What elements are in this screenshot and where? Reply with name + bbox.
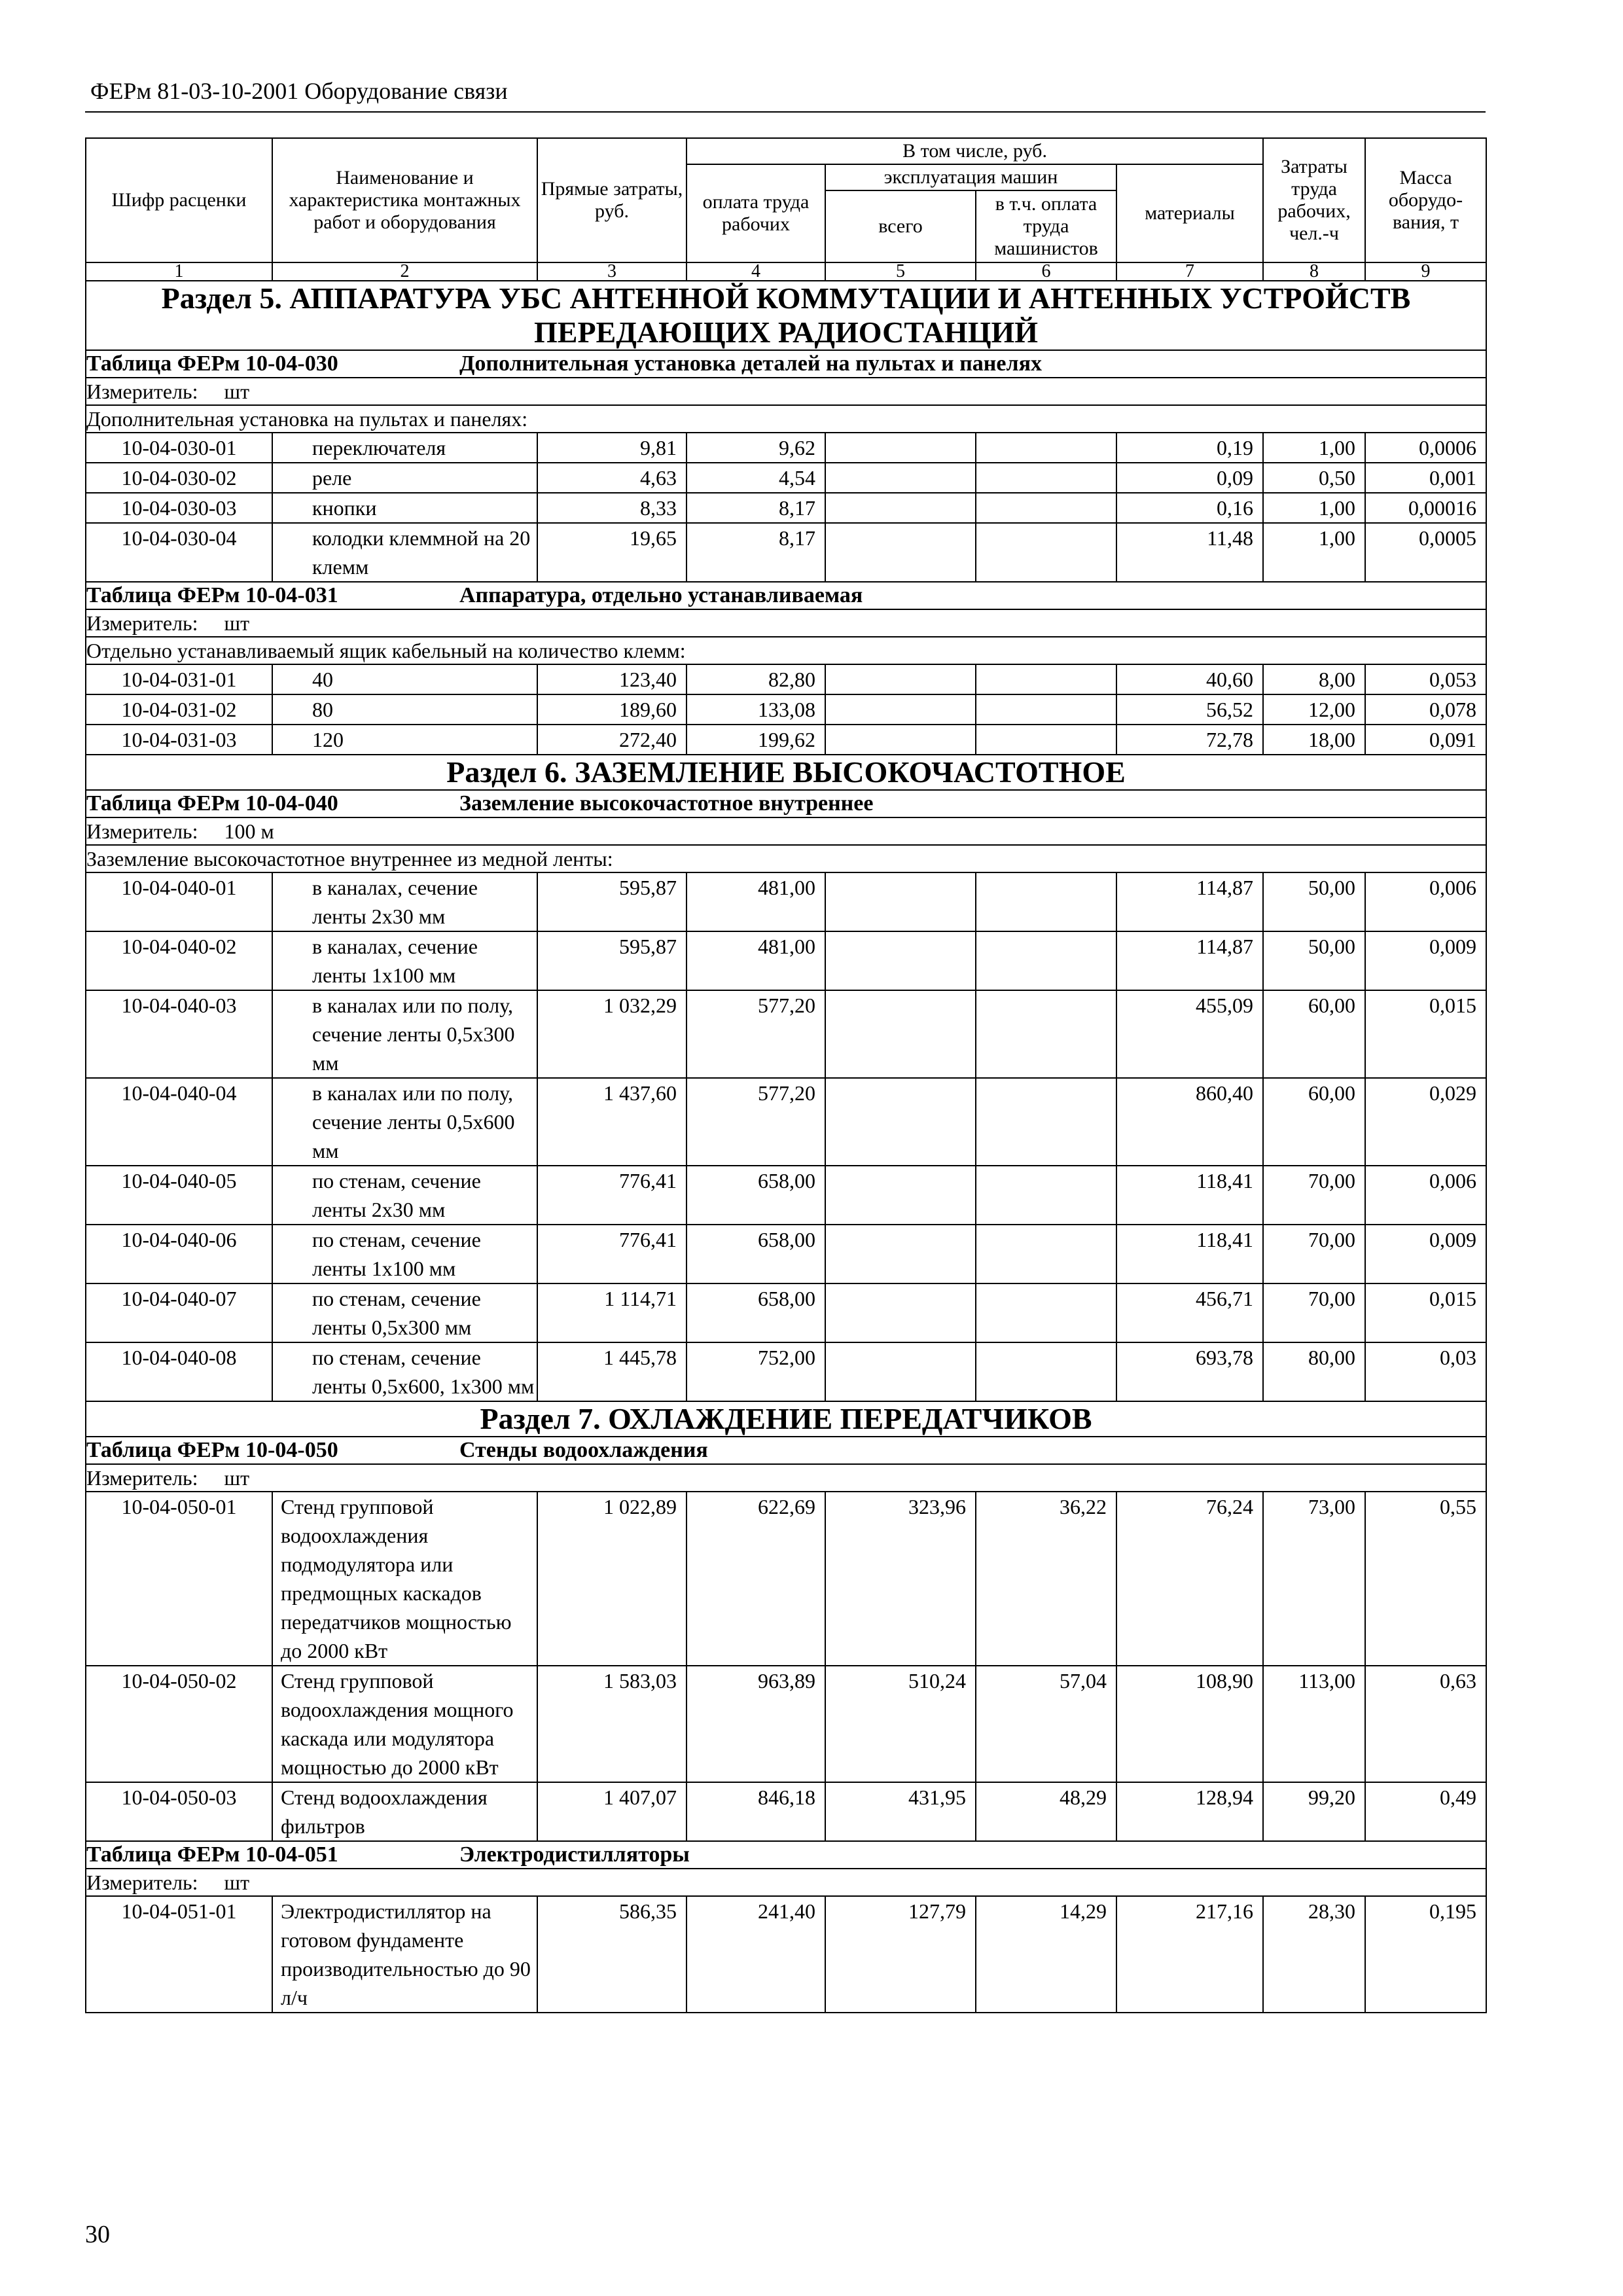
col-number: 6: [976, 262, 1116, 281]
direct-cost: 595,87: [537, 931, 687, 990]
worker-wages: 241,40: [687, 1896, 825, 2013]
table-row: [86, 931, 1486, 990]
col-number: 9: [1365, 262, 1486, 281]
machines-total: [825, 1283, 976, 1342]
worker-wages: 658,00: [687, 1166, 825, 1225]
equipment-mass: 0,49: [1365, 1782, 1486, 1841]
materials-cost: 0,19: [1116, 433, 1263, 463]
direct-cost: 9,81: [537, 433, 687, 463]
machinist-wages: [976, 664, 1116, 694]
equipment-mass: 0,006: [1365, 1166, 1486, 1225]
machinist-wages: [976, 1166, 1116, 1225]
header-rule: [85, 111, 1486, 113]
worker-wages: 133,08: [687, 694, 825, 725]
rate-code: 10-04-040-04: [86, 1078, 272, 1166]
table-heading: [86, 1841, 1486, 1869]
rate-code: 10-04-050-03: [86, 1782, 272, 1841]
labor-hours: 1,00: [1263, 433, 1365, 463]
equipment-mass: 0,015: [1365, 990, 1486, 1078]
machinist-wages: [976, 1342, 1116, 1401]
worker-wages: 577,20: [687, 1078, 825, 1166]
labor-hours: 0,50: [1263, 463, 1365, 493]
table-row: [86, 1283, 1486, 1342]
col-number: 4: [687, 262, 825, 281]
direct-cost: 1 114,71: [537, 1283, 687, 1342]
work-name: кнопки: [272, 493, 537, 523]
machinist-wages: 14,29: [976, 1896, 1116, 2013]
direct-cost: 1 032,29: [537, 990, 687, 1078]
machinist-wages: 57,04: [976, 1666, 1116, 1782]
labor-hours: 60,00: [1263, 1078, 1365, 1166]
materials-cost: 76,24: [1116, 1492, 1263, 1666]
measure: [86, 817, 1486, 845]
materials-cost: 0,16: [1116, 493, 1263, 523]
worker-wages: 963,89: [687, 1666, 825, 1782]
rate-code: 10-04-040-07: [86, 1283, 272, 1342]
worker-wages: 4,54: [687, 463, 825, 493]
section-title: Раздел 5. АППАРАТУРА УБС АНТЕННОЙ КОММУТАЦИИ И АНТЕННЫХ УСТРОЙСТВ ПЕРЕДАЮЩИХ РАДИОСТАНЦИЙ: [86, 281, 1486, 350]
work-name: в каналах, сечение ленты 1х100 мм: [272, 931, 537, 990]
equipment-mass: 0,55: [1365, 1492, 1486, 1666]
table-row: [86, 694, 1486, 725]
machinist-wages: [976, 694, 1116, 725]
machines-total: [825, 694, 976, 725]
materials-cost: 114,87: [1116, 931, 1263, 990]
table-code: Таблица ФЕРм 10-04-040: [86, 791, 338, 816]
labor-hours: 18,00: [1263, 725, 1365, 755]
labor-hours: 113,00: [1263, 1666, 1365, 1782]
page-number: 30: [85, 2221, 110, 2248]
machinist-wages: [976, 523, 1116, 582]
measure-row: [86, 1869, 1486, 1896]
col-machines-header: эксплуатация машин: [825, 164, 1116, 190]
col-machines-total-header: всего: [825, 190, 976, 262]
rate-code: 10-04-040-05: [86, 1166, 272, 1225]
table-heading-row: [86, 350, 1486, 378]
measure-label: Измеритель:: [86, 1871, 198, 1894]
machines-total: [825, 493, 976, 523]
measure-unit: шт: [224, 1871, 250, 1894]
intro-row: [86, 845, 1486, 872]
table-row: [86, 1225, 1486, 1283]
table-title: Стенды водоохлаждения: [459, 1438, 708, 1462]
table-row: [86, 664, 1486, 694]
direct-cost: 776,41: [537, 1166, 687, 1225]
table-row: [86, 1896, 1486, 2013]
work-name: по стенам, сечение ленты 0,5х600, 1х300 мм: [272, 1342, 537, 1401]
work-name: Стенд групповой водоохлаждения мощного каскада или модулятора мощностью до 2000 кВт: [272, 1666, 537, 1782]
worker-wages: 481,00: [687, 872, 825, 931]
table-row: [86, 433, 1486, 463]
direct-cost: 776,41: [537, 1225, 687, 1283]
col-number: 8: [1263, 262, 1365, 281]
machinist-wages: [976, 872, 1116, 931]
labor-hours: 70,00: [1263, 1283, 1365, 1342]
direct-cost: 586,35: [537, 1896, 687, 2013]
machinist-wages: 48,29: [976, 1782, 1116, 1841]
work-name: Стенд водоохлаждения фильтров: [272, 1782, 537, 1841]
measure: [86, 1464, 1486, 1492]
rate-code: 10-04-030-04: [86, 523, 272, 582]
machinist-wages: 36,22: [976, 1492, 1116, 1666]
machines-total: 510,24: [825, 1666, 976, 1782]
equipment-mass: 0,053: [1365, 664, 1486, 694]
rate-code: 10-04-050-01: [86, 1492, 272, 1666]
machines-total: 127,79: [825, 1896, 976, 2013]
materials-cost: 56,52: [1116, 694, 1263, 725]
col-materials-header: материалы: [1116, 164, 1263, 262]
col-number: 1: [86, 262, 272, 281]
labor-hours: 1,00: [1263, 523, 1365, 582]
intro-text: Дополнительная установка на пультах и панелях:: [86, 405, 1486, 433]
section-heading-row: [86, 755, 1486, 790]
measure-unit: шт: [224, 1466, 250, 1490]
machines-total: [825, 523, 976, 582]
measure: [86, 378, 1486, 405]
measure-label: Измеритель:: [86, 380, 198, 403]
machines-total: [825, 463, 976, 493]
equipment-mass: 0,029: [1365, 1078, 1486, 1166]
table-heading-row: [86, 790, 1486, 817]
equipment-mass: 0,195: [1365, 1896, 1486, 2013]
machines-total: [825, 725, 976, 755]
materials-cost: 118,41: [1116, 1225, 1263, 1283]
measure-unit: шт: [224, 611, 250, 635]
measure-label: Измеритель:: [86, 611, 198, 635]
labor-hours: 70,00: [1263, 1166, 1365, 1225]
direct-cost: 272,40: [537, 725, 687, 755]
materials-cost: 860,40: [1116, 1078, 1263, 1166]
direct-cost: 1 437,60: [537, 1078, 687, 1166]
section-title: Раздел 7. ОХЛАЖДЕНИЕ ПЕРЕДАТЧИКОВ: [86, 1401, 1486, 1437]
table-code: Таблица ФЕРм 10-04-050: [86, 1438, 338, 1462]
table-row: [86, 463, 1486, 493]
materials-cost: 693,78: [1116, 1342, 1263, 1401]
rate-code: 10-04-040-06: [86, 1225, 272, 1283]
table-row: [86, 725, 1486, 755]
table-row: [86, 1342, 1486, 1401]
labor-hours: 70,00: [1263, 1225, 1365, 1283]
materials-cost: 128,94: [1116, 1782, 1263, 1841]
machinist-wages: [976, 725, 1116, 755]
rate-code: 10-04-050-02: [86, 1666, 272, 1782]
table-body: [86, 281, 1486, 2013]
machines-total: [825, 1166, 976, 1225]
machines-total: [825, 664, 976, 694]
measure-unit: шт: [224, 380, 250, 403]
machinist-wages: [976, 433, 1116, 463]
work-name: 40: [272, 664, 537, 694]
table-heading: [86, 790, 1486, 817]
intro-row: [86, 405, 1486, 433]
worker-wages: 9,62: [687, 433, 825, 463]
direct-cost: 1 407,07: [537, 1782, 687, 1841]
table-heading-row: [86, 582, 1486, 609]
table-heading: [86, 1437, 1486, 1464]
equipment-mass: 0,001: [1365, 463, 1486, 493]
table-heading-row: [86, 1437, 1486, 1464]
measure: [86, 1869, 1486, 1896]
work-name: 80: [272, 694, 537, 725]
materials-cost: 114,87: [1116, 872, 1263, 931]
labor-hours: 80,00: [1263, 1342, 1365, 1401]
col-number: 3: [537, 262, 687, 281]
col-number: 7: [1116, 262, 1263, 281]
equipment-mass: 0,00016: [1365, 493, 1486, 523]
col-number: 2: [272, 262, 537, 281]
work-name: в каналах или по полу, сечение ленты 0,5х600 мм: [272, 1078, 537, 1166]
table-row: [86, 1782, 1486, 1841]
intro-text: Отдельно устанавливаемый ящик кабельный на количество клемм:: [86, 637, 1486, 664]
worker-wages: 199,62: [687, 725, 825, 755]
price-table: [85, 137, 1487, 2013]
direct-cost: 1 445,78: [537, 1342, 687, 1401]
machines-total: [825, 872, 976, 931]
measure: [86, 609, 1486, 637]
materials-cost: 40,60: [1116, 664, 1263, 694]
equipment-mass: 0,63: [1365, 1666, 1486, 1782]
measure-unit: 100 м: [224, 819, 274, 843]
worker-wages: 82,80: [687, 664, 825, 694]
col-number: 5: [825, 262, 976, 281]
materials-cost: 108,90: [1116, 1666, 1263, 1782]
machinist-wages: [976, 493, 1116, 523]
machinist-wages: [976, 463, 1116, 493]
equipment-mass: 0,078: [1365, 694, 1486, 725]
rate-code: 10-04-040-02: [86, 931, 272, 990]
equipment-mass: 0,03: [1365, 1342, 1486, 1401]
measure-row: [86, 378, 1486, 405]
table-code: Таблица ФЕРм 10-04-031: [86, 583, 338, 607]
work-name: в каналах или по полу, сечение ленты 0,5х300 мм: [272, 990, 537, 1078]
machines-total: [825, 1078, 976, 1166]
worker-wages: 481,00: [687, 931, 825, 990]
col-labor-header: Затраты труда рабочих, чел.-ч: [1263, 138, 1365, 262]
table-row: [86, 1666, 1486, 1782]
machinist-wages: [976, 1078, 1116, 1166]
table-row: [86, 872, 1486, 931]
table-heading: [86, 350, 1486, 378]
section-title: Раздел 6. ЗАЗЕМЛЕНИЕ ВЫСОКОЧАСТОТНОЕ: [86, 755, 1486, 790]
worker-wages: 658,00: [687, 1225, 825, 1283]
direct-cost: 1 583,03: [537, 1666, 687, 1782]
rate-code: 10-04-040-03: [86, 990, 272, 1078]
direct-cost: 123,40: [537, 664, 687, 694]
equipment-mass: 0,0006: [1365, 433, 1486, 463]
machines-total: [825, 1342, 976, 1401]
rate-code: 10-04-030-01: [86, 433, 272, 463]
rate-code: 10-04-051-01: [86, 1896, 272, 2013]
section-heading-row: [86, 1401, 1486, 1437]
labor-hours: 1,00: [1263, 493, 1365, 523]
col-machines-wages-header: в т.ч. оплата труда машинистов: [976, 190, 1116, 262]
table-row: [86, 523, 1486, 582]
equipment-mass: 0,091: [1365, 725, 1486, 755]
section-heading-row: [86, 281, 1486, 350]
materials-cost: 11,48: [1116, 523, 1263, 582]
work-name: реле: [272, 463, 537, 493]
machinist-wages: [976, 990, 1116, 1078]
measure-label: Измеритель:: [86, 819, 198, 843]
materials-cost: 455,09: [1116, 990, 1263, 1078]
intro-row: [86, 637, 1486, 664]
direct-cost: 189,60: [537, 694, 687, 725]
labor-hours: 73,00: [1263, 1492, 1365, 1666]
direct-cost: 1 022,89: [537, 1492, 687, 1666]
rate-code: 10-04-030-03: [86, 493, 272, 523]
table-code: Таблица ФЕРм 10-04-030: [86, 351, 338, 376]
rate-code: 10-04-031-01: [86, 664, 272, 694]
materials-cost: 217,16: [1116, 1896, 1263, 2013]
labor-hours: 60,00: [1263, 990, 1365, 1078]
col-mass-header: Масса оборудо-вания, т: [1365, 138, 1486, 262]
labor-hours: 8,00: [1263, 664, 1365, 694]
col-group-header: В том числе, руб.: [687, 138, 1263, 164]
worker-wages: 658,00: [687, 1283, 825, 1342]
measure-row: [86, 609, 1486, 637]
table-title: Заземление высокочастотное внутреннее: [459, 791, 874, 816]
col-name-header: Наименование и характеристика монтажных работ и оборудования: [272, 138, 537, 262]
worker-wages: 622,69: [687, 1492, 825, 1666]
machines-total: [825, 433, 976, 463]
equipment-mass: 0,006: [1365, 872, 1486, 931]
table-row: [86, 1078, 1486, 1166]
worker-wages: 577,20: [687, 990, 825, 1078]
labor-hours: 50,00: [1263, 872, 1365, 931]
labor-hours: 99,20: [1263, 1782, 1365, 1841]
machines-total: [825, 1225, 976, 1283]
direct-cost: 19,65: [537, 523, 687, 582]
measure-row: [86, 817, 1486, 845]
labor-hours: 28,30: [1263, 1896, 1365, 2013]
machines-total: [825, 931, 976, 990]
equipment-mass: 0,009: [1365, 931, 1486, 990]
equipment-mass: 0,009: [1365, 1225, 1486, 1283]
table-row: [86, 493, 1486, 523]
rate-code: 10-04-031-02: [86, 694, 272, 725]
materials-cost: 72,78: [1116, 725, 1263, 755]
machines-total: 323,96: [825, 1492, 976, 1666]
table-code: Таблица ФЕРм 10-04-051: [86, 1842, 338, 1867]
equipment-mass: 0,015: [1365, 1283, 1486, 1342]
equipment-mass: 0,0005: [1365, 523, 1486, 582]
col-wages-header: оплата труда рабочих: [687, 164, 825, 262]
machines-total: [825, 990, 976, 1078]
direct-cost: 8,33: [537, 493, 687, 523]
measure-row: [86, 1464, 1486, 1492]
col-code-header: Шифр расценки: [86, 138, 272, 262]
document-header: ФЕРм 81-03-10-2001 Оборудование связи: [90, 78, 508, 104]
materials-cost: 0,09: [1116, 463, 1263, 493]
worker-wages: 752,00: [687, 1342, 825, 1401]
work-name: Электродистиллятор на готовом фундаменте производительностью до 90 л/ч: [272, 1896, 537, 2013]
machinist-wages: [976, 1283, 1116, 1342]
rate-code: 10-04-040-01: [86, 872, 272, 931]
measure-label: Измеритель:: [86, 1466, 198, 1490]
table-row: [86, 990, 1486, 1078]
work-name: по стенам, сечение ленты 0,5х300 мм: [272, 1283, 537, 1342]
table-row: [86, 1166, 1486, 1225]
table-title: Аппаратура, отдельно устанавливаемая: [459, 583, 863, 607]
labor-hours: 12,00: [1263, 694, 1365, 725]
work-name: Стенд групповой водоохлаждения подмодулятора или предмощных каскадов передатчиков мощностью до 2000 кВт: [272, 1492, 537, 1666]
rate-code: 10-04-031-03: [86, 725, 272, 755]
direct-cost: 4,63: [537, 463, 687, 493]
table-title: Дополнительная установка деталей на пультах и панелях: [459, 351, 1042, 376]
materials-cost: 456,71: [1116, 1283, 1263, 1342]
materials-cost: 118,41: [1116, 1166, 1263, 1225]
col-direct-header: Прямые затраты, руб.: [537, 138, 687, 262]
work-name: в каналах, сечение ленты 2х30 мм: [272, 872, 537, 931]
table-title: Электродистилляторы: [459, 1842, 690, 1867]
work-name: переключателя: [272, 433, 537, 463]
machinist-wages: [976, 931, 1116, 990]
intro-text: Заземление высокочастотное внутреннее из медной ленты:: [86, 845, 1486, 872]
work-name: 120: [272, 725, 537, 755]
worker-wages: 846,18: [687, 1782, 825, 1841]
work-name: по стенам, сечение ленты 2х30 мм: [272, 1166, 537, 1225]
rate-code: 10-04-030-02: [86, 463, 272, 493]
worker-wages: 8,17: [687, 523, 825, 582]
table-heading-row: [86, 1841, 1486, 1869]
worker-wages: 8,17: [687, 493, 825, 523]
work-name: колодки клеммной на 20 клемм: [272, 523, 537, 582]
direct-cost: 595,87: [537, 872, 687, 931]
machines-total: 431,95: [825, 1782, 976, 1841]
table-row: [86, 1492, 1486, 1666]
work-name: по стенам, сечение ленты 1х100 мм: [272, 1225, 537, 1283]
rate-code: 10-04-040-08: [86, 1342, 272, 1401]
machinist-wages: [976, 1225, 1116, 1283]
labor-hours: 50,00: [1263, 931, 1365, 990]
table-heading: [86, 582, 1486, 609]
